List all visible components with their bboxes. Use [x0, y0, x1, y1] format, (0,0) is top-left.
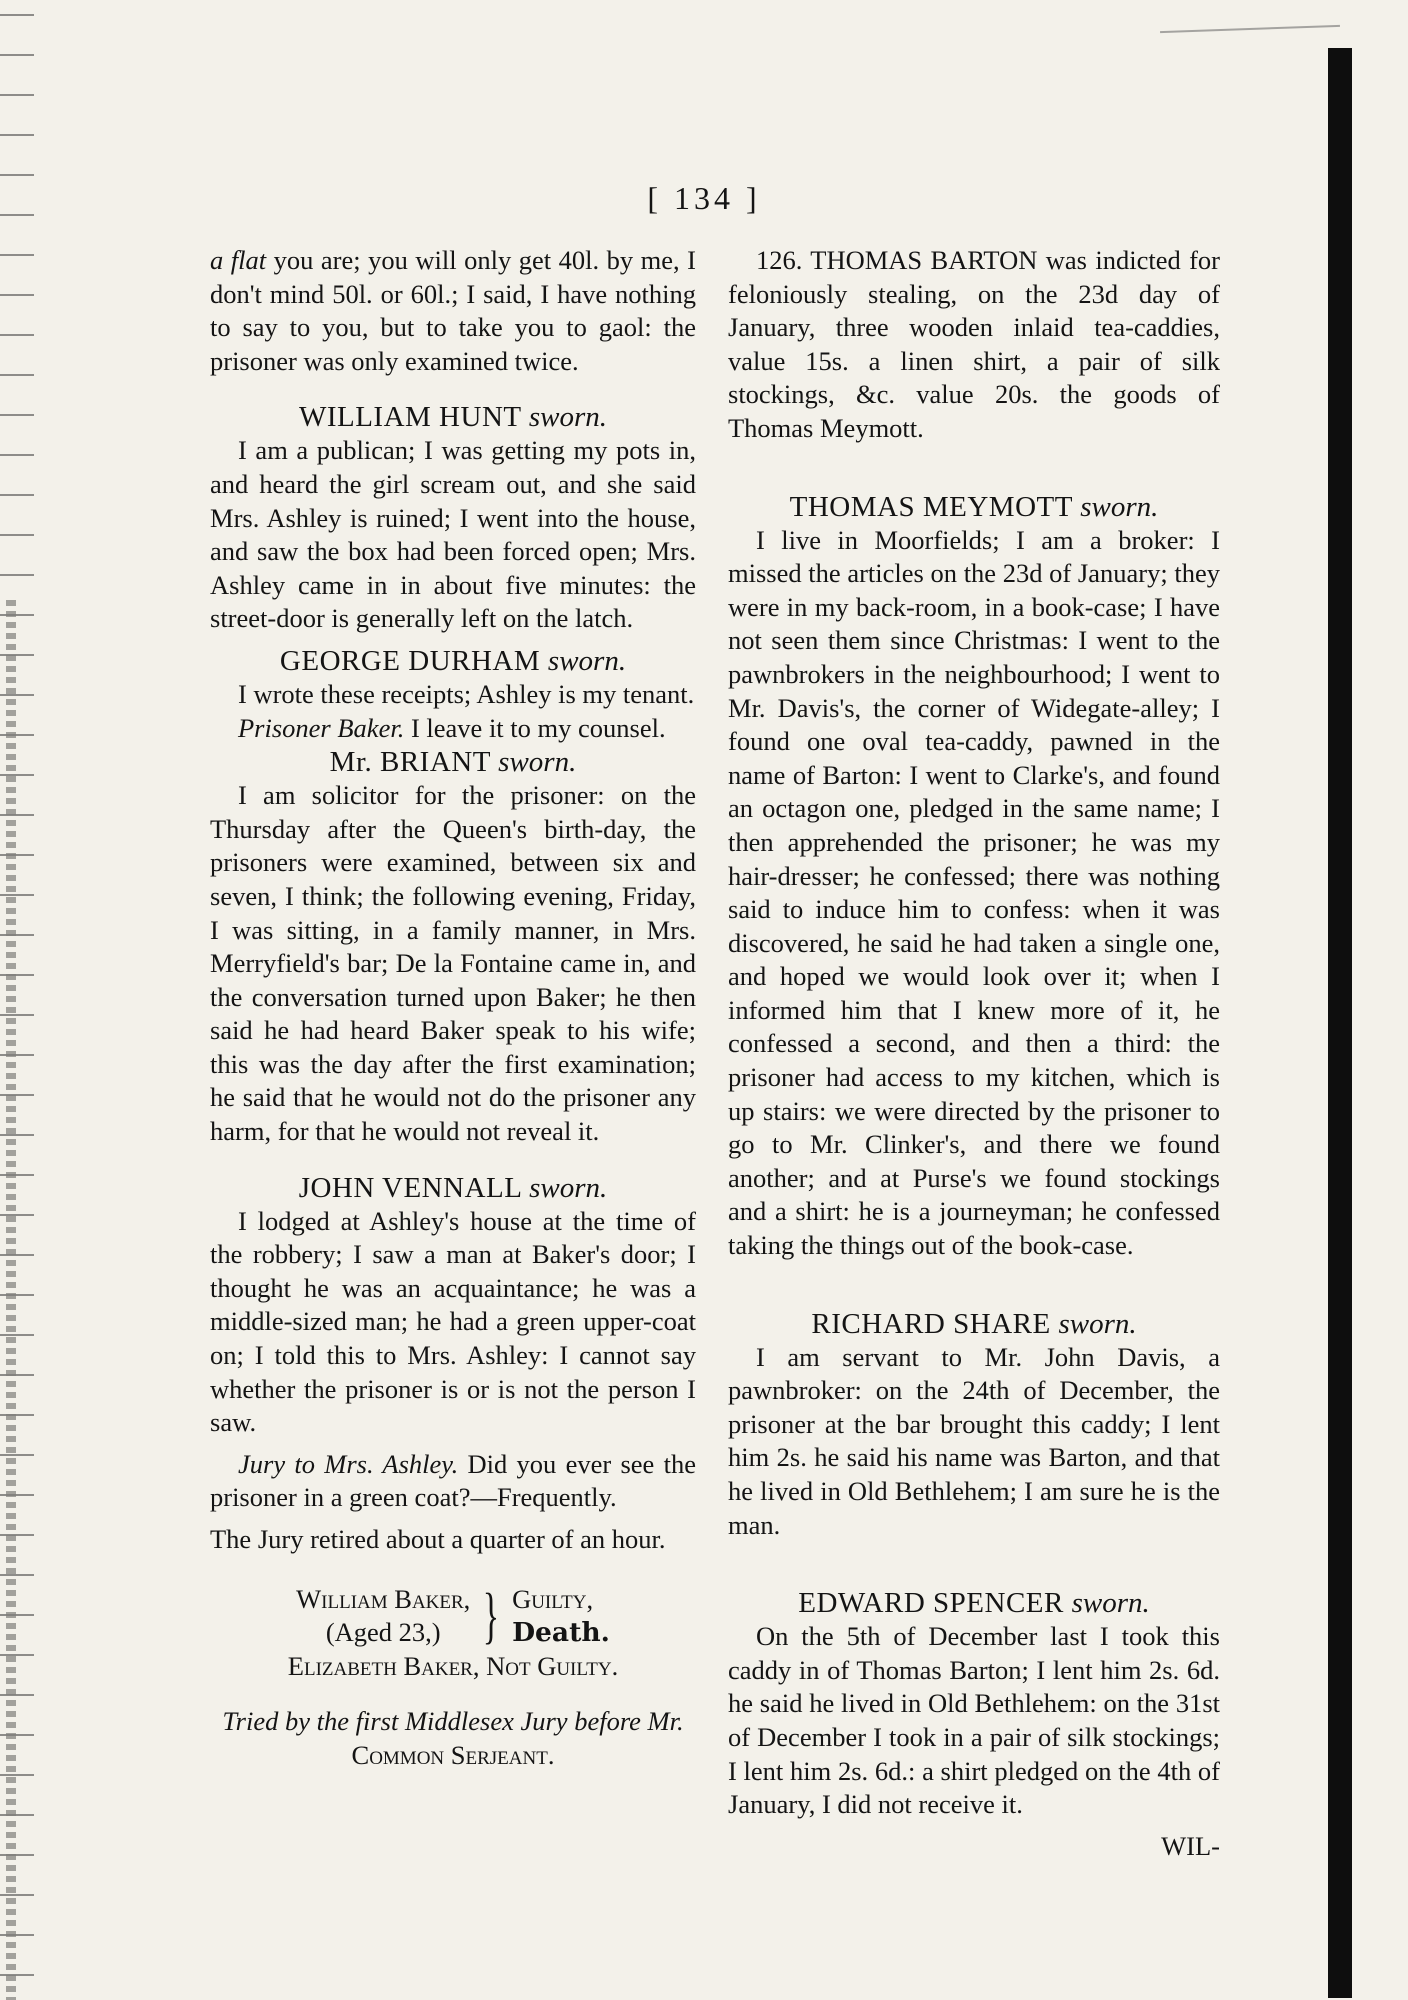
verdict-guilty: Guilty, [512, 1583, 594, 1614]
defendant-name: William Baker, [296, 1583, 471, 1614]
witness-heading: JOHN VENNALL sworn. [298, 1171, 608, 1204]
left-column [210, 244, 696, 1773]
testimony: I wrote these receipts; Ashley is my tenant. [238, 678, 695, 709]
paragraph: a flat you are; you will only get 40l. by me, I don't mind 50l. or 60l.; I said, I have nothing to say to you, but to take you to gaol: the prisoner was only examined twice. [210, 245, 696, 376]
witness-heading: RICHARD SHARE sworn. [811, 1307, 1137, 1340]
witness-heading: THOMAS MEYMOTT sworn. [789, 490, 1159, 523]
verdict-block [210, 1583, 696, 1650]
page-mark [1160, 25, 1340, 33]
testimony: I am servant to Mr. John Davis, a pawnbroker: on the 24th of December, the prisoner at the bar brought this caddy; I lent him 2s. he said his name was Barton, and that he lived in Old Bethlehem; I am sure he is the man. [728, 1341, 1220, 1540]
prisoner-statement: Prisoner Baker. I leave it to my counsel. [238, 712, 666, 743]
verdict-second: Elizabeth Baker, Not Guilty. [287, 1650, 619, 1681]
scan-edge-bar [1328, 48, 1352, 1998]
jury-question: Jury to Mrs. Ashley. Did you ever see the prisoner in a green coat?—Frequently. [210, 1448, 696, 1513]
testimony: I live in Moorfields; I am a broker: I missed the articles on the 23d of January; they were in my back-room, in a book-case; I have not seen them since Christmas: I went to the pawnbrokers in the neighbourhood; I went to Mr. Davis's, the corner of Widegate-alley; I found one oval tea-caddy, pawned in the name of Barton: I went to Clarke's, and found an octagon one, pledged in the same name; I then apprehended the prisoner; he was my hair-dresser; he confessed; there was nothing said to induce him to confess: when it was discovered, he said he had taken a single one, and hoped we would look over it; when I informed him that I knew more of it, he confessed a second, and then a third: the prisoner had access to my kitchen, which is up stairs: we were directed by the prisoner to go to Mr. Clinker's, and there we found another; and at Purse's we found stockings and a shirt: he is a journeyman; he confessed taking the things out of the book-case. [728, 524, 1220, 1261]
testimony: On the 5th of December last I took this caddy in of Thomas Barton; I lent him 2s. 6d. he said he lived in Old Bethlehem: on the 31st of December I took in a pair of silk stockings; I lent him 2s. 6d.: a shirt pledged on the 4th of January, I did not receive it. [728, 1621, 1220, 1820]
witness-heading: WILLIAM HUNT sworn. [298, 401, 608, 434]
trial-note: Tried by the first Middlesex Jury before Mr. Common Serjeant. [222, 1706, 684, 1770]
defendant-age: (Aged 23,) [325, 1617, 441, 1648]
testimony: I lodged at Ashley's house at the time of the robbery; I saw a man at Baker's door; I thought he was an acquaintance; he was a middle-sized man; he had a green upper-coat on; I told this to Mrs. Ashley: I cannot say whether the prisoner is or is not the person I saw. [210, 1205, 696, 1438]
brace-symbol: } [483, 1582, 500, 1651]
sentence: Death. [512, 1617, 610, 1649]
witness-heading: GEORGE DURHAM sworn. [279, 644, 627, 677]
catchword: WIL- [1161, 1830, 1220, 1861]
testimony: I am a publican; I was getting my pots in, and heard the girl scream out, and she said Mrs. Ashley is ruined; I went into the house, and saw the box had been forced open; Mrs. Ashley came in in about five minutes: the street-door is generally left on the latch. [210, 435, 696, 634]
testimony: I am solicitor for the prisoner: on the Thursday after the Queen's birth-day, the prisoners were examined, between six and seven, I think; the following evening, Friday, I was sitting, in a family manner, in Mrs. Merryfield's bar; De la Fontaine came in, and the conversation turned upon Baker; he then said he had heard Baker speak to his wife; this was the day after the first examination; he said that he would not do the prisoner any harm, for that he would not reveal it. [210, 780, 696, 1147]
witness-heading: Mr. BRIANT sworn. [329, 746, 577, 779]
witness-heading: EDWARD SPENCER sworn. [798, 1587, 1150, 1620]
indictment: 126. THOMAS BARTON was indicted for feloniously stealing, on the 23d day of January, three wooden inlaid tea-caddies, value 15s. a linen shirt, a pair of silk stockings, &c. value 20s. the goods of Thomas Meymott. [728, 245, 1220, 443]
jury-retired: The Jury retired about a quarter of an hour. [210, 1524, 666, 1554]
binding-edge [0, 0, 34, 2000]
right-column [728, 244, 1220, 1863]
page-number: [ 134 ] [647, 180, 761, 216]
